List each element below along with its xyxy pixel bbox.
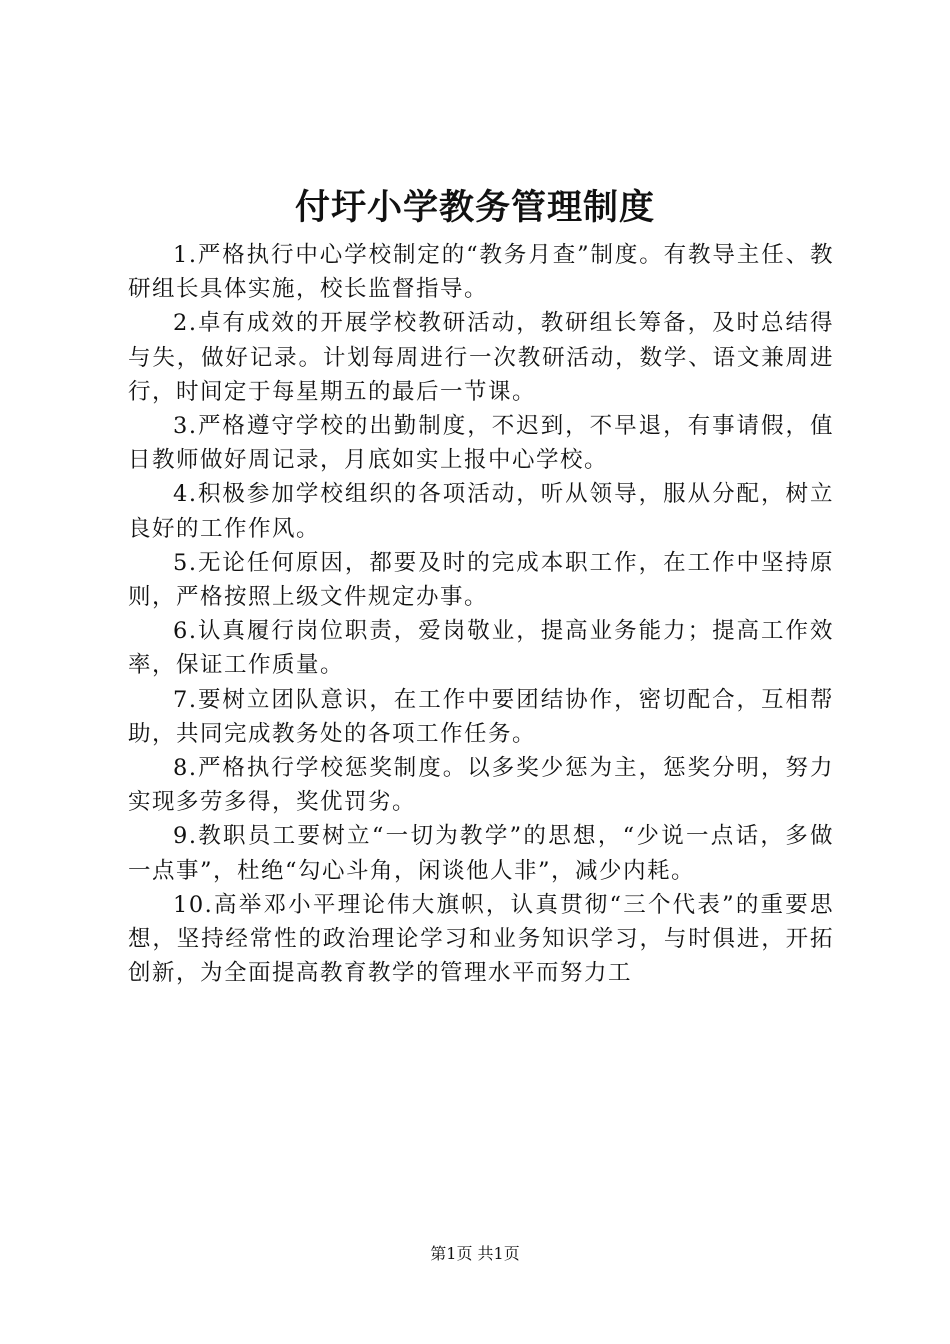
paragraph-3: 3.严格遵守学校的出勤制度，不迟到，不早退，有事请假，值日教师做好周记录，月底如实上报中心学校。 (128, 413, 834, 474)
paragraph-7: 7.要树立团队意识，在工作中要团结协作，密切配合，互相帮助，共同完成教务处的各项工作任务。 (128, 686, 834, 747)
paragraph-10: 10.高举邓小平理论伟大旗帜，认真贯彻“三个代表”的重要思想，坚持经常性的政治理论学习和业务知识学习，与时俱进，开拓创新，为全面提高教育教学的管理水平而努力工 (128, 891, 834, 987)
paragraph-5: 5.无论任何原因，都要及时的完成本职工作，在工作中坚持原则，严格按照上级文件规定办事。 (128, 549, 834, 611)
page-footer: 第1页 共1页 (430, 1244, 520, 1263)
paragraph-6: 6.认真履行岗位职责，爱岗敬业，提高业务能力；提高工作效率，保证工作质量。 (128, 618, 834, 679)
paragraph-2: 2.卓有成效的开展学校教研活动，教研组长筹备，及时总结得与失，做好记录。计划每周进行一次教研活动，数学、语文兼周进行，时间定于每星期五的最后一节课。 (128, 310, 834, 405)
paragraph-8: 8.严格执行学校惩奖制度。以多奖少惩为主，惩奖分明，努力实现多劳多得，奖优罚劣。 (128, 755, 834, 816)
document-body (128, 238, 834, 990)
document-title: 付圩小学教务管理制度 (294, 187, 655, 228)
paragraph-1: 1.严格执行中心学校制定的“教务月查”制度。有教导主任、教研组长具体实施，校长监督指导。 (128, 242, 834, 303)
paragraph-9: 9.教职员工要树立“一切为教学”的思想，“少说一点话，多做一点事”，杜绝“勾心斗角，闲谈他人非”，减少内耗。 (128, 823, 834, 884)
paragraph-4: 4.积极参加学校组织的各项活动，听从领导，服从分配，树立良好的工作作风。 (128, 481, 834, 542)
